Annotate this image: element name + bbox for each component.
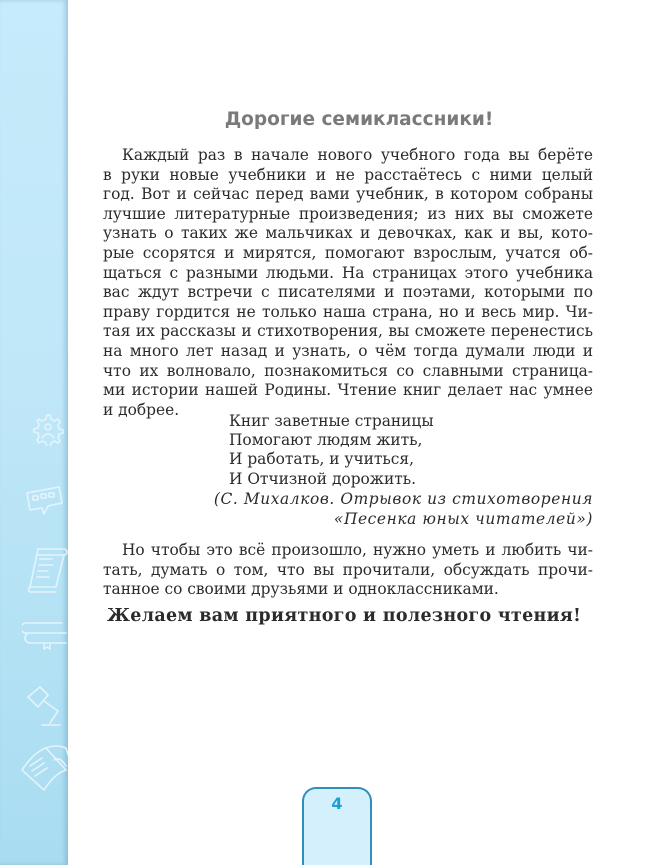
text-line: и добрее. xyxy=(103,400,180,419)
attribution-line: «Песенка юных читателей») xyxy=(333,509,593,528)
text-line: ми истории нашей Родины. Чтение книг делает нас умнее xyxy=(103,381,593,400)
text-line: год. Вот и сейчас перед вами учебник, в котором собраны xyxy=(103,185,593,204)
gear-person-icon xyxy=(30,412,64,446)
text-line: тать, думать о том, что вы прочитали, обсуждать прочи- xyxy=(103,560,593,579)
page-number: 4 xyxy=(331,794,343,813)
text-line: Каждый раз в начале нового учебного года вы берёте xyxy=(122,146,593,164)
poem-excerpt xyxy=(229,412,434,489)
text-line: рые ссорятся и мирятся, помогают взрослым, учатся об- xyxy=(103,243,593,262)
text-line: в руки новые учебники и не расстаётесь с ними целый xyxy=(103,165,593,184)
intro-paragraph xyxy=(103,146,593,420)
page-number-tab xyxy=(302,787,372,865)
text-line: танное со своими друзьями и одноклассниками. xyxy=(103,580,499,599)
second-paragraph xyxy=(103,541,593,600)
poem-line: И Отчизной дорожить. xyxy=(229,469,417,488)
text-line: вас ждут встречи с писателями и поэтами, которыми по xyxy=(103,283,593,302)
poem-line: Книг заветные страницы xyxy=(229,412,434,430)
poem-line: И работать, и учиться, xyxy=(229,450,414,469)
poem-line: Помогают людям жить, xyxy=(229,431,423,450)
attribution-line: (С. Михалков. Отрывок из стихотворения xyxy=(213,490,593,508)
desk-lamp-icon xyxy=(26,683,62,727)
text-line: тая их рассказы и стихотворения, вы сможете перенестись xyxy=(103,322,593,341)
text-line: лучшие литературные произведения; из них вы сможете xyxy=(103,204,593,223)
page-title: Дорогие семиклассники! xyxy=(224,109,494,130)
books-stack-icon xyxy=(22,620,68,652)
text-line: на много лет назад и узнать, о чём тогда думали люди и xyxy=(103,341,593,360)
text-line: Но чтобы это всё произошло, нужно уметь и любить чи- xyxy=(122,541,593,559)
text-line: щаться с разными людьми. На страницах этого учебника xyxy=(103,263,593,282)
decorative-sidebar xyxy=(0,0,68,865)
closing-wish: Желаем вам приятного и полезного чтения! xyxy=(107,606,582,626)
open-book-icon xyxy=(18,740,70,798)
speech-bubble-icon xyxy=(24,483,64,517)
scroll-icon xyxy=(22,545,68,593)
text-line: праву гордится не только наша страна, но и весь мир. Чи- xyxy=(103,302,593,321)
text-line: узнать о таких же мальчиках и девочках, как и вы, кото- xyxy=(103,224,593,243)
poem-attribution xyxy=(214,490,593,529)
text-line: что их волновало, познакомиться со славными страница- xyxy=(103,361,593,380)
